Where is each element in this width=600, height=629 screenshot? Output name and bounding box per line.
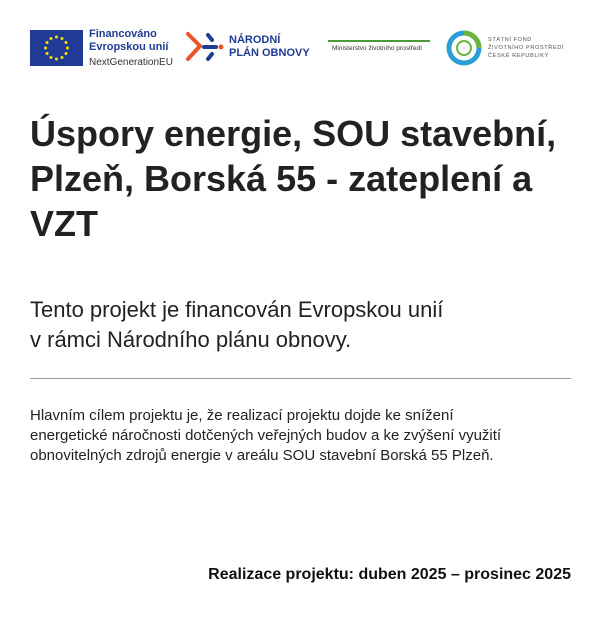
sfzp-line1: STÁTNÍ FOND: [488, 37, 532, 43]
sfzp-logo-text: [488, 36, 564, 60]
mzp-logo: [328, 27, 432, 69]
sfzp-logo-icon: [445, 29, 483, 72]
funding-statement: [30, 295, 575, 355]
sfzp-logo: [445, 27, 575, 69]
goal-line1: Hlavním cílem projektu je, že realizací projektu dojde ke snížení: [30, 407, 454, 424]
eu-logo: [30, 27, 180, 69]
goal-line3: obnovitelných zdrojů energie v areálu SOU stavební Borská 55 Plzeň.: [30, 447, 494, 464]
page-title: Úspory energie, SOU stavební, Plzeň, Borská 55 - zateplení a VZT: [30, 113, 557, 244]
funding-line2: v rámci Národního plánu obnovy.: [30, 327, 352, 352]
eu-line2: Evropskou unií: [89, 41, 169, 53]
eu-line1: Financováno: [89, 28, 157, 40]
eu-flag-icon: [30, 30, 83, 66]
mzp-label: Ministerstvo životního prostředí: [332, 45, 422, 52]
sfzp-line3: ČESKÉ REPUBLIKY: [488, 53, 549, 59]
mzp-line: [328, 40, 430, 42]
logo-bar: [30, 27, 575, 69]
goal-line2: energetické náročnosti dotčených veřejných budov a ke zvýšení využití: [30, 427, 502, 444]
divider: [30, 378, 571, 379]
funding-line1: Tento projekt je financován Evropskou unií: [30, 297, 444, 322]
project-goal: [30, 406, 575, 466]
npo-logo-text: [229, 34, 310, 60]
eu-logo-text: [89, 28, 173, 69]
npo-logo: [182, 27, 322, 69]
npo-logo-icon: [182, 28, 226, 71]
sfzp-line2: ŽIVOTNÍHO PROSTŘEDÍ: [488, 45, 565, 51]
npo-line1: NÁRODNÍ: [229, 34, 281, 46]
npo-line2: PLÁN OBNOVY: [229, 47, 310, 59]
project-period: Realizace projektu: duben 2025 – prosinec 2025: [208, 566, 571, 583]
eu-line3: NextGenerationEU: [89, 57, 173, 68]
